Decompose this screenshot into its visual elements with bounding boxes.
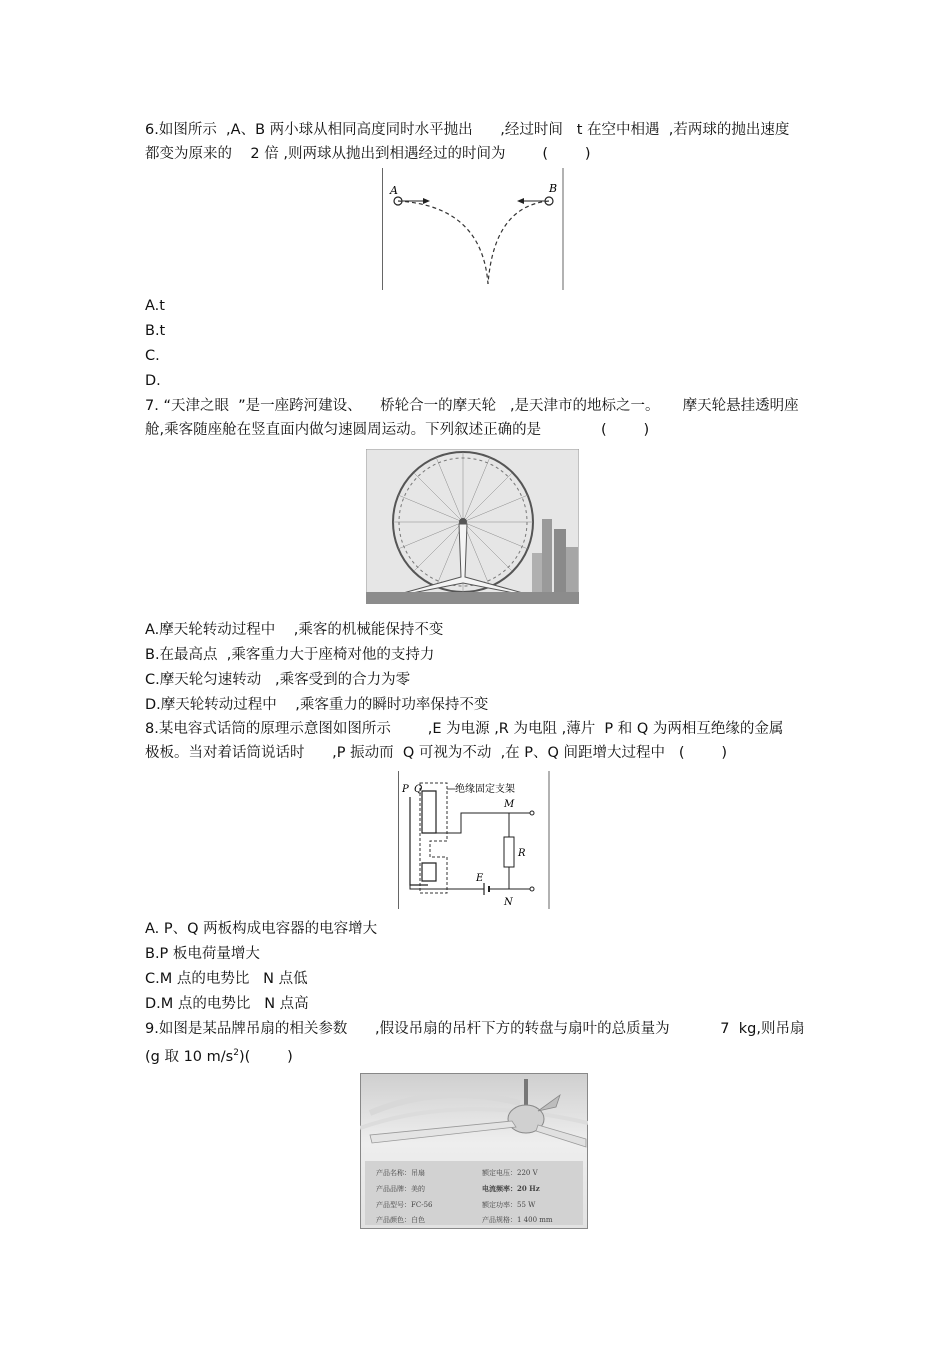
terminal-n bbox=[530, 887, 534, 891]
q9-ceiling-fan-photo bbox=[360, 1073, 588, 1229]
insulating-support bbox=[420, 783, 447, 893]
spec-rated-voltage: 额定电压：220 V bbox=[482, 1169, 538, 1177]
q6-option-a: A.t bbox=[145, 298, 165, 314]
q7-option-b: B.在最高点 ,乘客重力大于座椅对他的支持力 bbox=[145, 647, 435, 663]
terminal-m bbox=[530, 811, 534, 815]
label-n: N bbox=[504, 897, 513, 908]
q7-ferris-wheel-photo bbox=[366, 449, 579, 604]
plate-q-upper bbox=[422, 791, 436, 833]
q6-projectile-figure bbox=[382, 168, 564, 292]
q7-option-a: A.摩天轮转动过程中 ,乘客的机械能保持不变 bbox=[145, 622, 444, 638]
q6-stem-line2: 都变为原来的 2 倍 ,则两球从抛出到相遇经过的时间为 ( ) bbox=[145, 146, 591, 162]
label-p: P bbox=[402, 784, 409, 795]
q8-option-b: B.P 板电荷量增大 bbox=[145, 946, 260, 962]
resistor-r bbox=[504, 837, 514, 867]
q6-stem-line1: 6.如图所示 ,A、B 两小球从相同高度同时水平抛出 ,经过时间 t 在空中相遇 ,若两球的抛出速度 bbox=[145, 122, 790, 138]
label-b: B bbox=[549, 182, 558, 195]
spec-product-name: 产品名称：吊扇 bbox=[376, 1169, 425, 1177]
q9-stem-prefix: (g 取 10 m/s bbox=[145, 1048, 234, 1065]
q8-option-c: C.M 点的电势比 N 点低 bbox=[145, 971, 308, 987]
plate-q-lower bbox=[422, 863, 436, 881]
arrowhead-b bbox=[517, 198, 524, 204]
label-support: 绝缘固定支架 bbox=[455, 784, 515, 795]
q7-stem-line1: 7. “天津之眼 ”是一座跨河建设、 桥轮合一的摩天轮 ,是天津市的地标之一。 摩天轮悬挂透明座 bbox=[145, 398, 799, 414]
label-r: R bbox=[518, 848, 526, 859]
label-m: M bbox=[504, 799, 515, 810]
label-e: E bbox=[476, 873, 484, 884]
q9-stem-line2 bbox=[145, 1043, 293, 1067]
plate-p bbox=[410, 797, 428, 885]
trajectory-a bbox=[398, 201, 488, 284]
trajectory-b bbox=[488, 201, 549, 284]
spec-size: 产品规格：1 400 mm bbox=[482, 1216, 553, 1224]
fan-rod bbox=[524, 1079, 528, 1105]
label-q: Q bbox=[414, 784, 423, 795]
q9-stem-line1: 9.如图是某品牌吊扇的相关参数 ,假设吊扇的吊杆下方的转盘与扇叶的总质量为 7 kg,则吊扇 bbox=[145, 1021, 805, 1037]
spec-brand: 产品品牌：美的 bbox=[376, 1185, 425, 1193]
spec-color: 产品颜色：白色 bbox=[376, 1216, 425, 1224]
q8-option-a: A. P、Q 两板构成电容器的电容增大 bbox=[145, 921, 378, 937]
q9-stem-suffix: )( ) bbox=[238, 1048, 293, 1065]
q6-option-d: D. bbox=[145, 373, 161, 389]
q8-microphone-circuit bbox=[398, 771, 550, 911]
q7-option-c: C.摩天轮匀速转动 ,乘客受到的合力为零 bbox=[145, 672, 411, 688]
label-a: A bbox=[390, 184, 398, 197]
q6-option-b: B.t bbox=[145, 323, 166, 339]
arrowhead-a bbox=[423, 198, 430, 204]
q7-stem-line2: 舱,乘客随座舱在竖直面内做匀速圆周运动。下列叙述正确的是 ( ) bbox=[145, 422, 650, 438]
q6-option-c: C. bbox=[145, 348, 160, 364]
q9-stem-superscript: 2 bbox=[233, 1048, 239, 1058]
q8-stem-line2: 极板。当对着话筒说话时 ,P 振动而 Q 可视为不动 ,在 P、Q 间距增大过程中 ( ) bbox=[145, 745, 728, 761]
q8-option-d: D.M 点的电势比 N 点高 bbox=[145, 996, 309, 1012]
spec-rated-power: 额定功率：55 W bbox=[482, 1201, 536, 1209]
spec-frequency: 电流频率：20 Hz bbox=[482, 1184, 540, 1193]
q7-option-d: D.摩天轮转动过程中 ,乘客重力的瞬时功率保持不变 bbox=[145, 697, 489, 713]
spec-model: 产品型号：FC-56 bbox=[376, 1201, 433, 1209]
q8-stem-line1: 8.某电容式话筒的原理示意图如图所示 ,E 为电源 ,R 为电阻 ,薄片 P 和 Q 为两相互绝缘的金属 bbox=[145, 721, 784, 737]
